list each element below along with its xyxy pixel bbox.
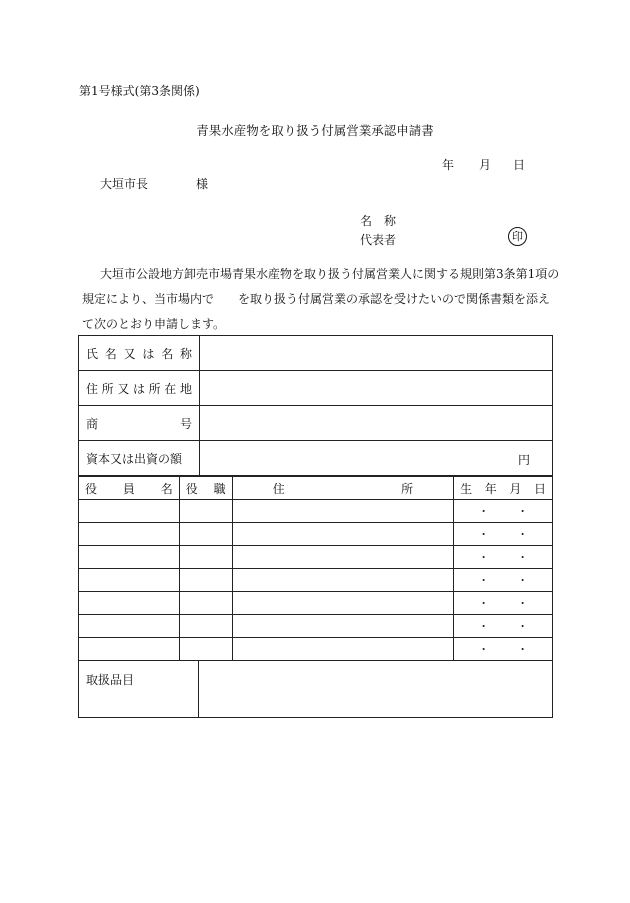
- officer-address-cell[interactable]: [232, 615, 453, 638]
- dot-separator: ・: [517, 574, 529, 587]
- officer-position-cell[interactable]: [179, 546, 232, 569]
- officer-dob-cell[interactable]: [454, 615, 553, 638]
- dot-separator: ・: [478, 620, 490, 633]
- dot-separator: ・: [478, 574, 490, 587]
- application-statement: [82, 262, 560, 337]
- officer-position-cell[interactable]: [179, 615, 232, 638]
- officer-name-cell[interactable]: [79, 546, 180, 569]
- label-char: 又: [117, 381, 130, 396]
- header-char: 月: [509, 481, 522, 496]
- statement-line-1: 大垣市公設地方卸売市場青果水産物を取り扱う付属営業人に関する規則第3条第1項の: [100, 267, 560, 281]
- officer-name-cell[interactable]: [79, 615, 180, 638]
- label-char: 又: [123, 346, 136, 361]
- label-char: 氏: [86, 346, 99, 361]
- address-label-cell: [79, 371, 200, 406]
- dot-separator: ・: [517, 620, 529, 633]
- table-row: [79, 592, 553, 615]
- officer-name-cell[interactable]: [79, 592, 180, 615]
- dot-separator: ・: [478, 505, 490, 518]
- dot-separator: ・: [517, 505, 529, 518]
- applicant-rep-label: 代表者: [360, 233, 397, 247]
- addressee-name: 大垣市長: [100, 177, 149, 191]
- officer-address-cell[interactable]: [232, 546, 453, 569]
- label-char: 商: [86, 416, 99, 431]
- header-char: 員: [122, 481, 135, 496]
- officer-name-cell[interactable]: [79, 523, 180, 546]
- label-char: 所: [101, 381, 114, 396]
- header-char: 役: [85, 481, 98, 496]
- officer-position-cell[interactable]: [179, 569, 232, 592]
- header-char: 年: [484, 481, 497, 496]
- header-position: [179, 477, 232, 500]
- label-char: 住: [86, 381, 99, 396]
- header-dob: [454, 477, 553, 500]
- dot-separator: ・: [517, 551, 529, 564]
- dot-separator: ・: [517, 643, 529, 656]
- officer-dob-cell[interactable]: [454, 500, 553, 523]
- statement-line-2: 規定により、当市場内で を取り扱う付属営業の承認を受けたいので関係書類を添え: [82, 292, 551, 306]
- statement-line-3: て次のとおり申請します。: [82, 317, 226, 331]
- capital-input-cell[interactable]: [200, 441, 553, 476]
- officer-address-cell[interactable]: [232, 569, 453, 592]
- dot-separator: ・: [517, 597, 529, 610]
- label-char: 称: [179, 346, 192, 361]
- label-char: 地: [179, 381, 192, 396]
- dot-separator: ・: [478, 528, 490, 541]
- header-char: 役: [185, 481, 198, 496]
- table-row: [79, 500, 553, 523]
- name-input-cell[interactable]: [200, 336, 553, 371]
- seal-mark: 印: [508, 227, 527, 246]
- officer-address-cell[interactable]: [232, 592, 453, 615]
- applicant-name-label: 名 称: [360, 214, 397, 228]
- officer-position-cell[interactable]: [179, 638, 232, 661]
- table-row: [79, 569, 553, 592]
- dot-separator: ・: [478, 597, 490, 610]
- items-row: [79, 661, 553, 718]
- officer-dob-cell[interactable]: [454, 638, 553, 661]
- label-char: 号: [179, 416, 192, 431]
- header-char: 生: [460, 481, 473, 496]
- table-row: [79, 523, 553, 546]
- table-row: [79, 615, 553, 638]
- date-month: 月: [479, 158, 492, 172]
- officer-name-cell[interactable]: [79, 569, 180, 592]
- date-day: 日: [513, 158, 526, 172]
- header-char: 名: [160, 481, 173, 496]
- officer-dob-cell[interactable]: [454, 523, 553, 546]
- date-year: 年: [442, 158, 455, 172]
- capital-label-cell: 資本又は出資の額: [79, 441, 200, 476]
- officer-address-cell[interactable]: [232, 523, 453, 546]
- label-char: 在: [164, 381, 177, 396]
- items-input-cell[interactable]: [199, 661, 553, 718]
- officer-address-cell[interactable]: [232, 638, 453, 661]
- officer-name-cell[interactable]: [79, 500, 180, 523]
- items-table: [78, 660, 553, 718]
- officer-name-cell[interactable]: [79, 638, 180, 661]
- officers-table: [78, 476, 553, 661]
- trade-name-input-cell[interactable]: [200, 406, 553, 441]
- addressee-honorific: 様: [196, 177, 209, 191]
- header-char: 日: [533, 481, 546, 496]
- officer-position-cell[interactable]: [179, 523, 232, 546]
- label-char: は: [142, 346, 155, 361]
- officer-dob-cell[interactable]: [454, 569, 553, 592]
- officer-dob-cell[interactable]: [454, 592, 553, 615]
- applicant-info-table: [78, 335, 553, 476]
- header-officer-name: [79, 477, 180, 500]
- header-char: 所: [401, 481, 414, 496]
- header-address: [232, 477, 453, 500]
- officer-dob-cell[interactable]: [454, 546, 553, 569]
- trade-name-row: [79, 406, 553, 441]
- table-row: [79, 638, 553, 661]
- label-char: は: [132, 381, 145, 396]
- officer-address-cell[interactable]: [232, 500, 453, 523]
- address-row: [79, 371, 553, 406]
- label-char: 名: [104, 346, 117, 361]
- table-row: [79, 546, 553, 569]
- label-char: 名: [161, 346, 174, 361]
- header-char: 職: [213, 481, 226, 496]
- trade-name-label-cell: [79, 406, 200, 441]
- name-label-cell: [79, 336, 200, 371]
- officers-header-row: [79, 477, 553, 500]
- dot-separator: ・: [478, 551, 490, 564]
- name-row: [79, 336, 553, 371]
- label-char: 所: [148, 381, 161, 396]
- document-title: 青果水産物を取り扱う付属営業承認申請書: [196, 123, 434, 138]
- dot-separator: ・: [517, 528, 529, 541]
- officer-position-cell[interactable]: [179, 592, 232, 615]
- capital-row: [79, 441, 553, 476]
- addressee: [100, 175, 209, 192]
- dot-separator: ・: [478, 643, 490, 656]
- items-label-cell: 取扱品目: [79, 661, 199, 718]
- address-input-cell[interactable]: [200, 371, 553, 406]
- officer-position-cell[interactable]: [179, 500, 232, 523]
- form-number: 第1号様式(第3条関係): [79, 84, 200, 98]
- yen-unit: 円: [517, 453, 530, 467]
- header-char: 住: [272, 481, 285, 496]
